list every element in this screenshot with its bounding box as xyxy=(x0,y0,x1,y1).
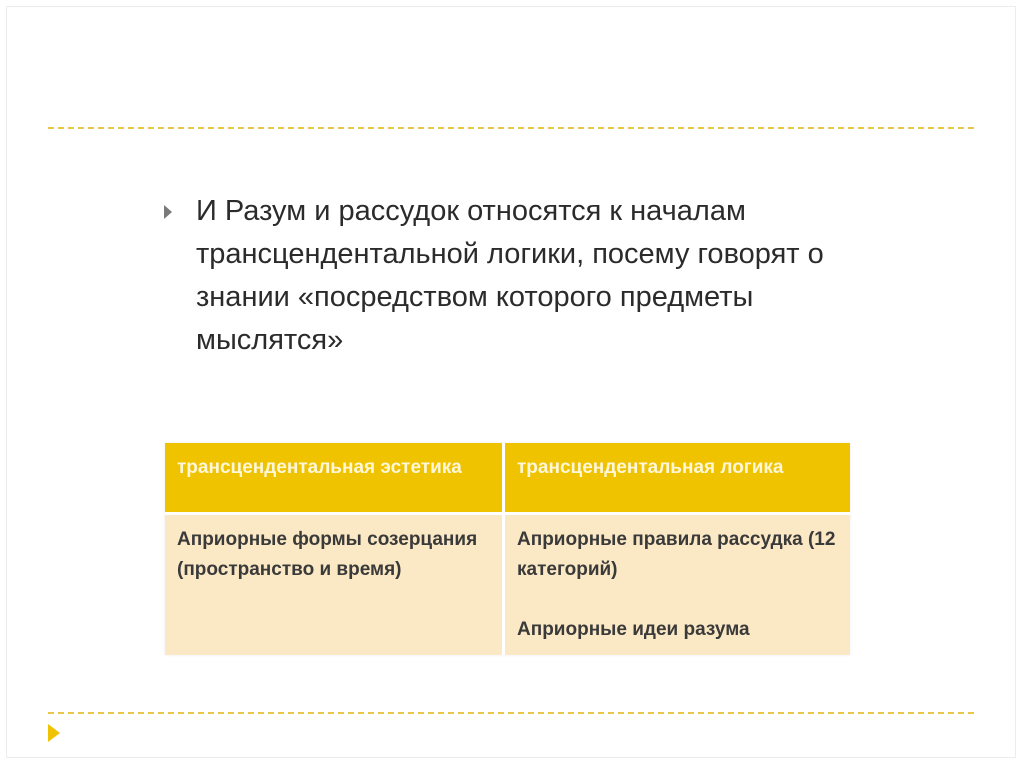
top-dashed-divider xyxy=(48,127,974,129)
bullet-triangle-icon xyxy=(164,205,172,219)
bullet-item xyxy=(164,190,864,362)
bottom-dashed-divider xyxy=(48,712,974,714)
bullet-text: И Разум и рассудок относятся к началам трансцендентальной логики, посему говорят о знании «посредством которого предметы мыслятся» xyxy=(196,195,824,356)
cell-gap xyxy=(517,585,838,615)
cell-rules-text: Априорные правила рассудка (12 категорий) xyxy=(517,529,836,580)
corner-triangle-icon xyxy=(48,724,60,742)
header-aesthetics: трансцендентальная эстетика xyxy=(165,443,505,515)
header-logic: трансцендентальная логика xyxy=(505,443,850,515)
table-header-row xyxy=(165,443,850,515)
cell-ideas-text: Априорные идеи разума xyxy=(517,619,750,640)
cell-forms-of-intuition xyxy=(165,515,505,655)
table-row xyxy=(165,515,850,655)
concept-table xyxy=(165,443,850,655)
cell-forms-text: Априорные формы созерцания (пространство и время) xyxy=(177,529,478,580)
cell-rules-and-ideas xyxy=(505,515,850,655)
